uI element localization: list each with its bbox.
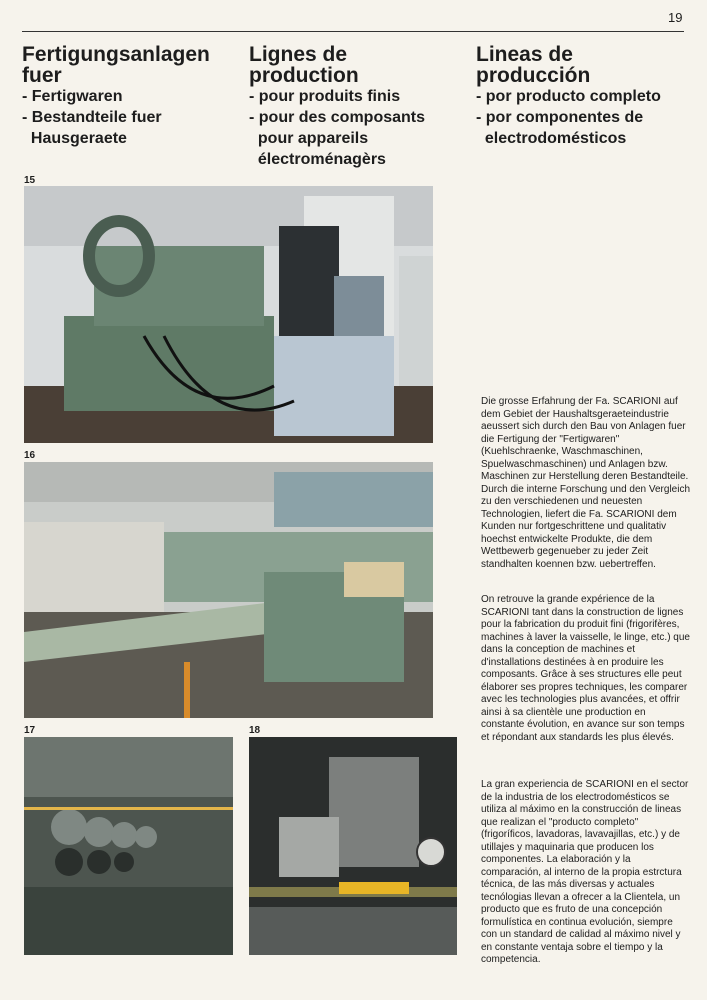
figure-number: 15: [24, 175, 36, 186]
paragraph-spanish: La gran experiencia de SCARIONI en el sector de la industria de los electrodomésticos se utiliza al máximo en la construcción de lineas que realizan el "producto completo" (frigoríficos, lavadoras, lavavajillas, etc.) y de utillajes y maquinaria que producen los componentes. La elaboración y la comparación, al interno de la propia estrctura técnica, de las más diversas y actuales tecnólogias llevan a ofrecer a la Clientela, un producto que es fruto de una concepción formulística en continua evolución, siempre con un standard de calidad al máximo nivel y en constante ventaja sobre el tiempo y la competencia.: [481, 779, 689, 965]
figure-number: 17: [24, 725, 36, 736]
subtitle-line: pour appareils: [249, 130, 369, 147]
heading-french: [249, 44, 471, 170]
subtitle-line: Hausgeraete: [22, 130, 127, 147]
title-line: producción: [476, 64, 591, 87]
photo-production-line: [24, 462, 433, 718]
photo-production-machine: [24, 186, 433, 443]
title-line: Lineas de: [476, 43, 573, 66]
title-line: Lignes de: [249, 43, 348, 66]
header-rule: [22, 31, 684, 32]
title-line: Fertigungsanlagen: [22, 43, 210, 66]
subtitle-line: - pour produits finis: [249, 88, 401, 105]
heading-german: [22, 44, 244, 149]
title-line: production: [249, 64, 359, 87]
subtitle-line: - Fertigwaren: [22, 88, 123, 105]
heading-spanish: [476, 44, 698, 149]
subtitle-line: - pour des composants: [249, 109, 426, 126]
figure-number: 18: [249, 725, 261, 736]
photo-hydraulic-press: [249, 737, 457, 955]
photo-roll-forming-tooling: [24, 737, 233, 955]
subtitle-line: électroménagèrs: [249, 151, 386, 168]
page-number: 19: [668, 10, 683, 25]
subtitle-line: - por producto completo: [476, 88, 661, 105]
subtitle-line: electrodomésticos: [476, 130, 627, 147]
paragraph-german: Die grosse Erfahrung der Fa. SCARIONI auf dem Gebiet der Haushaltsgeraeteindustrie aeussert sich durch den Bau von Anlagen fuer die Fertigung der "Fertigwaren" (Kuehlschraenke, Waschmaschinen, Spuelwaschmaschinen) und Anlagen bzw. Maschinen zur Herstellung deren Bestandteile. Durch die interne Forschung und den Vergleich zu den verschiedenen und neuesten Technologien, liefert die Fa. SCARIONI dem Kunden nur fortgeschrittene und qualitativ hoechst entwickelte Produkte, die dem Wettbewerb gegenueber zu jeder Zeit standhalten koennen bzw. uebertreffen.: [481, 396, 691, 570]
subtitle-line: - Bestandteile fuer: [22, 109, 162, 126]
subtitle-line: - por componentes de: [476, 109, 644, 126]
title-line: fuer: [22, 64, 62, 87]
paragraph-french: On retrouve la grande expérience de la SCARIONI tant dans la construction de lignes pour la fabrication du produit fini (frigorifères, machines à laver la vaisselle, le linge, etc.) que dans la conception de machines et d'installations destinées à en produire les composants. Grâce à ses structures elle peut élaborer ses propres techniques, les comparer avec les technologies plus avancées, et offrir ainsi à sa clientèle une production en constante évolution, en avance sur son temps et répondant aux standards les plus élevés.: [481, 594, 690, 743]
figure-number: 16: [24, 450, 36, 461]
